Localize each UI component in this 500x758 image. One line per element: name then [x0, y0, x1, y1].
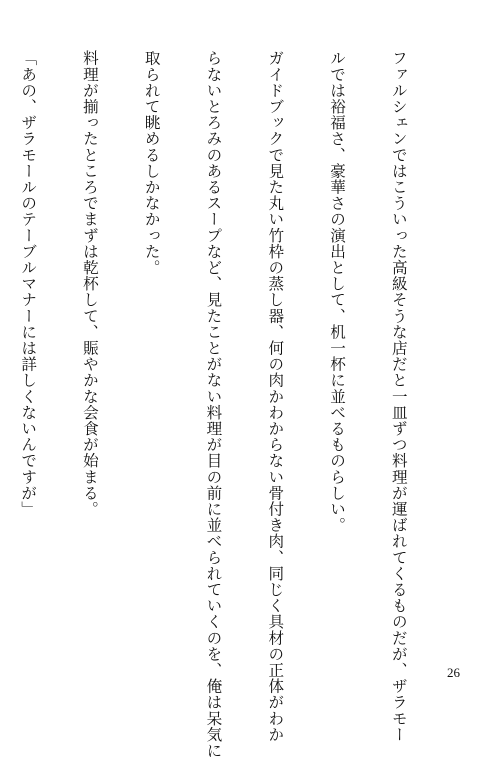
text-line: 取られて眺めるしかなかった。 — [142, 50, 161, 276]
text-line: ファルシェンではこういった高級そうな店だと一皿ずつ料理が運ばれてくるものだが、ザラモー — [389, 50, 408, 743]
text-line: らないとろみのあるスープなど、見たことがない料理が目の前に並べられていくのを、俺は呆気に — [204, 50, 223, 758]
page-number: 26 — [447, 665, 460, 680]
text-line: 「あの、ザラモールのテーブルマナーには詳しくないんですが」 — [19, 50, 38, 517]
text-line: ガイドブックで見た丸い竹枠の蒸し器、何の肉かわからない骨付き肉、同じく具材の正体がわか — [266, 50, 285, 743]
vertical-text-body — [19, 50, 450, 758]
text-line: 料理が揃ったところでまずは乾杯して、賑やかな会食が始まる。 — [80, 50, 99, 517]
text-line: ルでは裕福さ、豪華さの演出として、机一杯に並べるものらしい。 — [328, 50, 347, 533]
